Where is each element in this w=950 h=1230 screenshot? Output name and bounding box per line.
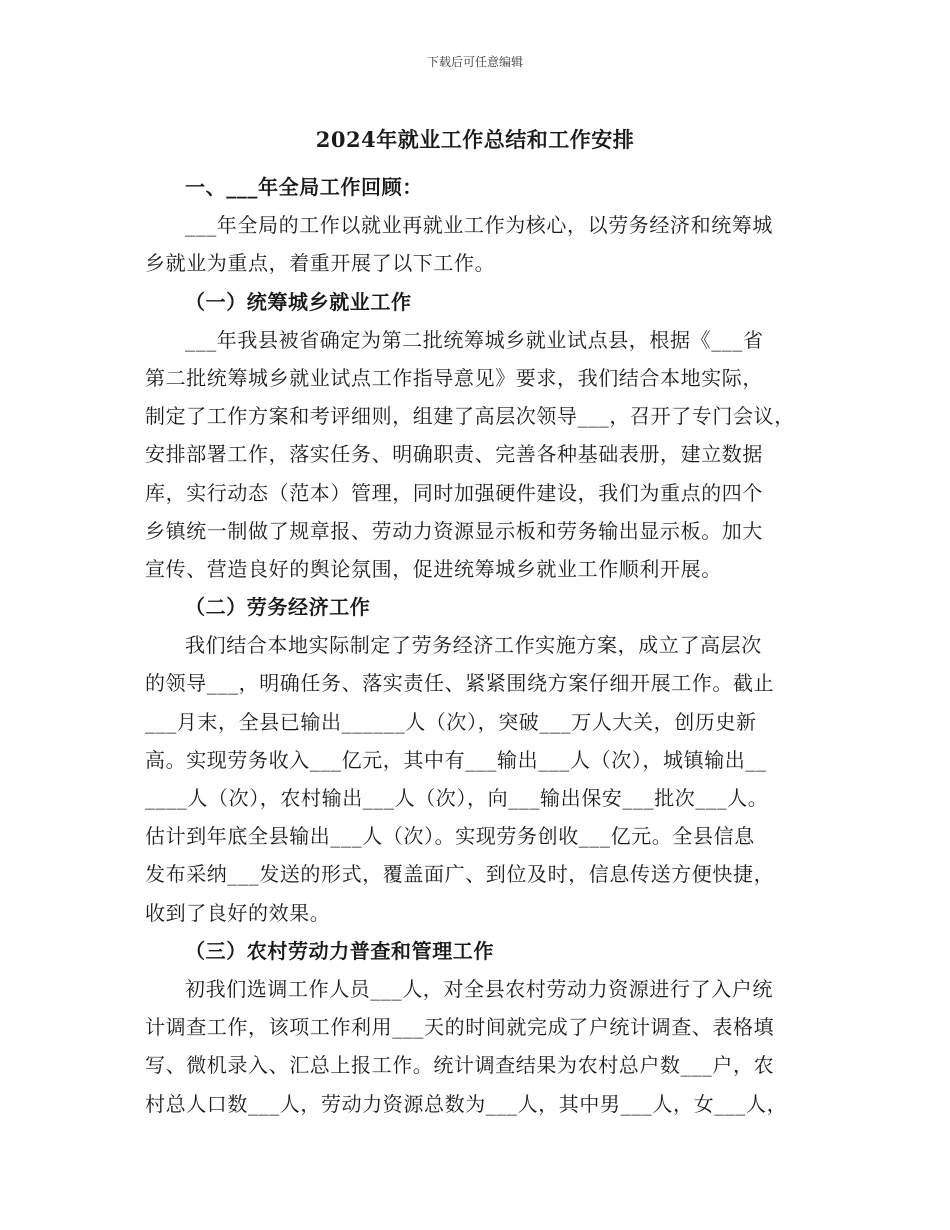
paragraph-line: 发布采纳___发送的形式，覆盖面广、到位及时，信息传送方便快捷， (145, 862, 775, 887)
paragraph-line: ___年全局的工作以就业再就业工作为核心，以劳务经济和统筹城 (185, 213, 773, 238)
paragraph-line: ____人（次），农村输出___人（次），向___输出保安___批次___人。 (145, 786, 769, 810)
subsection-heading: （二）劳务经济工作 (185, 595, 371, 620)
section-heading: 一、___年全局工作回顾： (185, 175, 423, 199)
paragraph-line: 乡就业为重点，着重开展了以下工作。 (145, 251, 496, 276)
paragraph-line: 制定了工作方案和考评细则，组建了高层次领导___，召开了专门会议， (145, 404, 795, 429)
paragraph-line: 的领导___，明确任务、落实责任、紧紧围绕方案仔细开展工作。截止 (145, 671, 775, 696)
paragraph-line: 库，实行动态（范本）管理，同时加强硬件建设，我们为重点的四个 (145, 480, 763, 505)
paragraph-line: ___年我县被省确定为第二批统筹城乡就业试点县，根据《___省 (185, 327, 764, 352)
subsection-heading: （一）统筹城乡就业工作 (185, 289, 412, 314)
paragraph-line: 写、微机录入、汇总上报工作。统计调查结果为农村总户数___户，农 (145, 1053, 775, 1078)
page-header-note: 下载后可任意编辑 (426, 55, 523, 69)
paragraph-line: 估计到年底全县输出___人（次）。实现劳务创收___亿元。全县信息 (145, 824, 755, 849)
paragraph-line: 村总人口数___人，劳动力资源总数为___人，其中男___人，女___人， (145, 1091, 788, 1116)
paragraph-line: 宣传、营造良好的舆论氛围，促进统筹城乡就业工作顺利开展。 (145, 556, 722, 581)
paragraph-line: 计调查工作，该项工作利用___天的时间就完成了户统计调查、表格填 (145, 1015, 775, 1040)
paragraph-line: 安排部署工作，落实任务、明确职责、完善各种基础表册，建立数据 (145, 442, 763, 467)
subsection-heading: （三）农村劳动力普查和管理工作 (185, 938, 494, 963)
paragraph-line: 乡镇统一制做了规章报、劳动力资源显示板和劳务输出显示板。加大 (145, 518, 763, 543)
document-body (145, 168, 825, 1123)
paragraph-line: 收到了良好的效果。 (145, 900, 331, 925)
paragraph-line: 第二批统筹城乡就业试点工作指导意见》要求，我们结合本地实际， (145, 365, 763, 390)
document-title: 2024年就业工作总结和工作安排 (315, 127, 635, 152)
paragraph-line: 初我们选调工作人员___人，对全县农村劳动力资源进行了入户统 (185, 976, 773, 1001)
paragraph-line: ___月末，全县已输出______人（次），突破___万人大关，创历史新 (145, 709, 757, 734)
paragraph-line: 我们结合本地实际制定了劳务经济工作实施方案，成立了高层次 (185, 633, 762, 658)
paragraph-line: 高。实现劳务收入___亿元，其中有___输出___人（次），城镇输出__ (145, 747, 767, 772)
